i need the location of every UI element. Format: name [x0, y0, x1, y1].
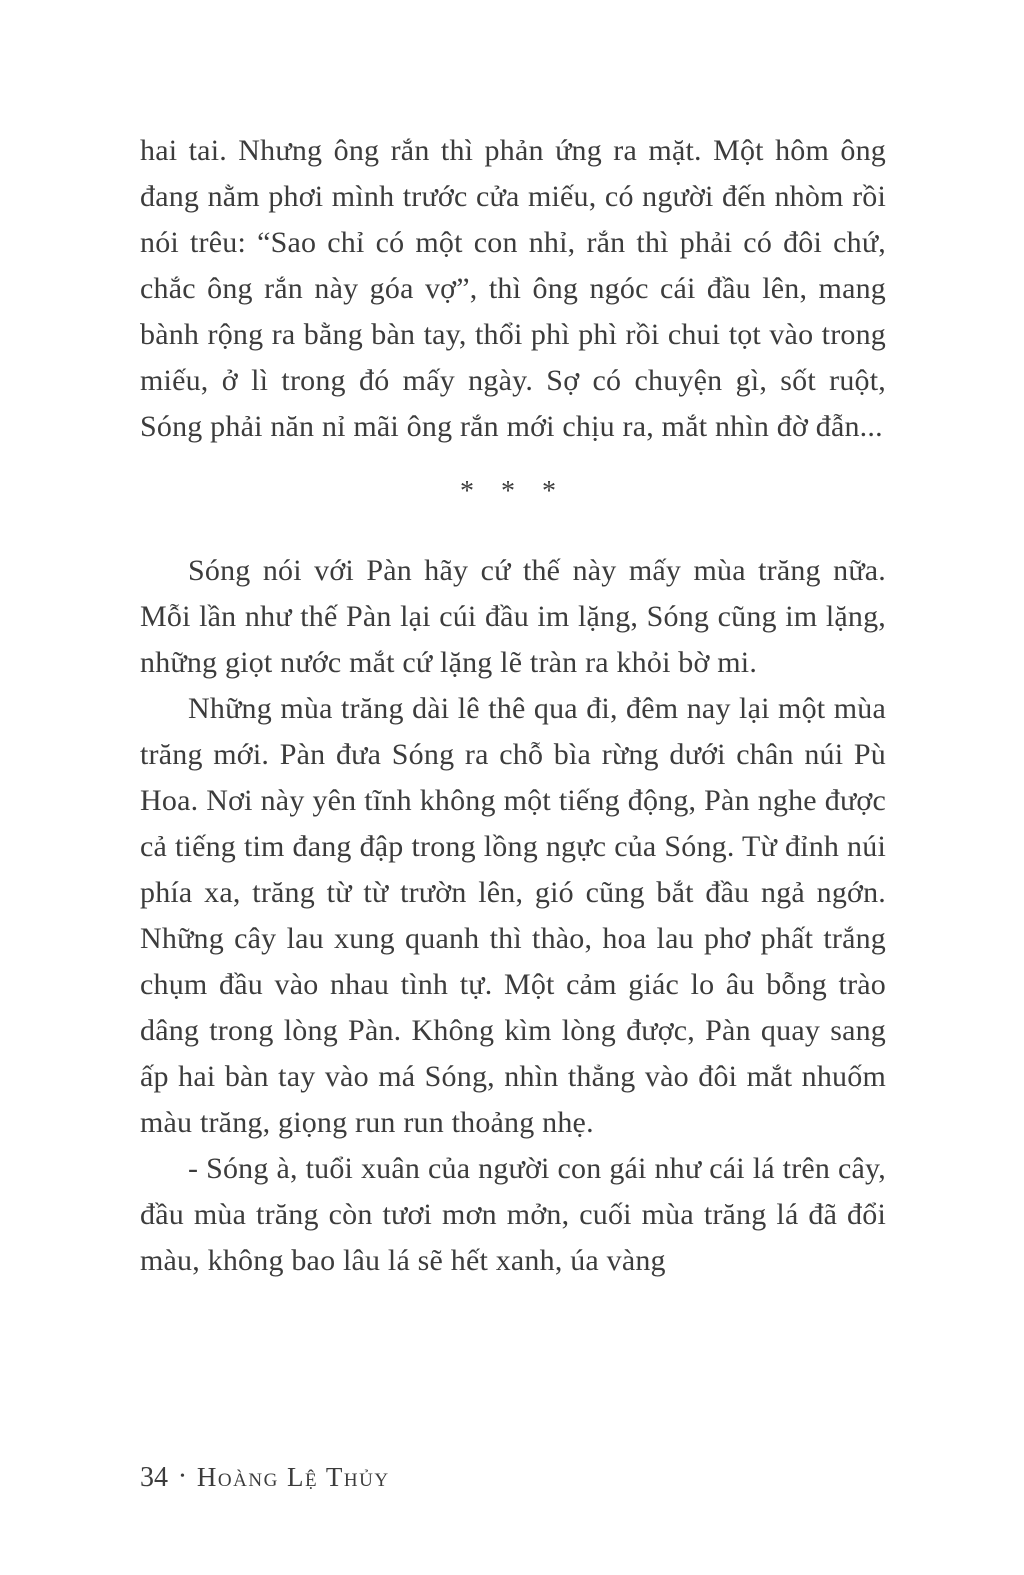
section-separator: * * * — [460, 476, 566, 507]
paragraph: - Sóng à, tuổi xuân của người con gái như cái lá trên cây, đầu mùa trăng còn tươi mơn mởn, cuối mùa trăng lá đã đổi màu, không bao lâu lá sẽ hết xanh, úa vàng — [140, 1152, 886, 1277]
book-page-text — [140, 128, 886, 1284]
paragraph: Sóng nói với Pàn hãy cứ thế này mấy mùa trăng nữa. Mỗi lần như thế Pàn lại cúi đầu im lặng, Sóng cũng im lặng, những giọt nước mắt cứ lặng lẽ tràn ra khỏi bờ mi. — [140, 554, 886, 679]
page-footer — [140, 1462, 390, 1494]
paragraph: hai tai. Nhưng ông rắn thì phản ứng ra mặt. Một hôm ông đang nằm phơi mình trước cửa miếu, có người đến nhòm rồi nói trêu: “Sao chỉ có một con nhỉ, rắn thì phải có đôi chứ, chắc ông rắn này góa vợ”, thì ông ngóc cái đầu lên, mang bành rộng ra bằng bàn tay, thổi phì phì rồi chui tọt vào trong miếu, ở lì trong đó mấy ngày. Sợ có chuyện gì, sốt ruột, Sóng phải năn nỉ mãi ông rắn mới chịu ra, mắt nhìn đờ đẫn... — [140, 134, 886, 443]
page-number: 34 — [140, 1462, 168, 1493]
footer-separator-dot: • — [180, 1469, 185, 1484]
paragraph: Những mùa trăng dài lê thê qua đi, đêm nay lại một mùa trăng mới. Pàn đưa Sóng ra chỗ bìa rừng dưới chân núi Pù Hoa. Nơi này yên tĩnh không một tiếng động, Pàn nghe được cả tiếng tim đang đập trong lồng ngực của Sóng. Từ đỉnh núi phía xa, trăng từ từ trườn lên, gió cũng bắt đầu ngả ngớn. Những cây lau xung quanh thì thào, hoa lau phơ phất trắng chụm đầu vào nhau tình tự. Một cảm giác lo âu bỗng trào dâng trong lòng Pàn. Không kìm lòng được, Pàn quay sang ấp hai bàn tay vào má Sóng, nhìn thẳng vào đôi mắt nhuốm màu trăng, giọng run run thoảng nhẹ. — [140, 692, 886, 1139]
author-name: Hoàng Lệ Thủy — [196, 1462, 390, 1492]
